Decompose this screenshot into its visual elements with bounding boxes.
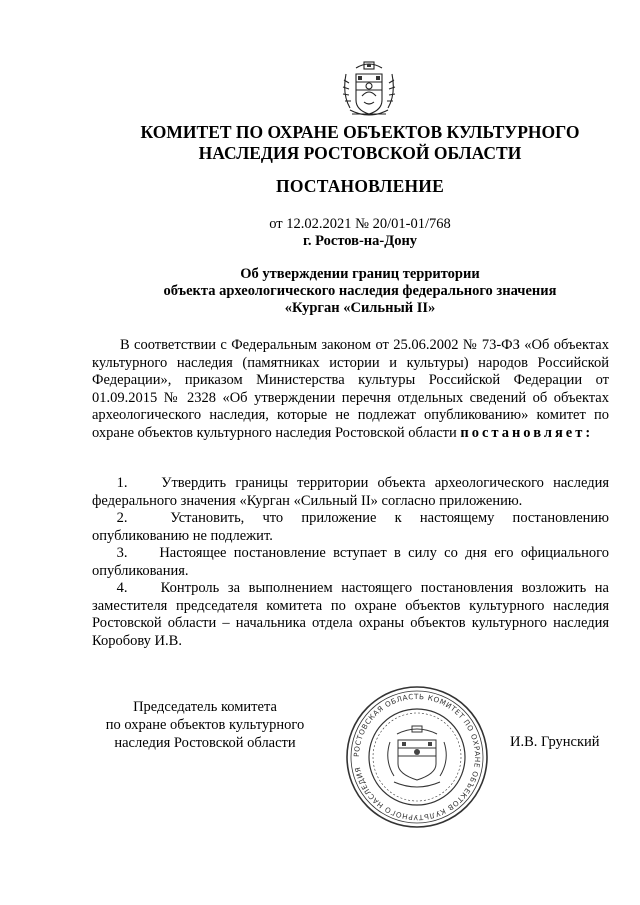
signatory-title-line1: Председатель комитета: [133, 699, 277, 715]
item-text: Контроль за выполнением настоящего постановления возложить на заместителя председателя комитета по охране объектов культурного наследия Ростовской области – начальника отдела охраны объектов культурного наследия Коробову И.В.: [92, 580, 609, 649]
doc-date-number: от 12.02.2021 № 20/01-01/768: [269, 216, 451, 232]
resolution-item: [92, 475, 609, 510]
official-seal-icon: [342, 682, 492, 832]
svg-text:РОСТОВСКАЯ ОБЛАСТЬ КОМИТЕТ ПО: [352, 692, 482, 822]
item-text: Настоящее постановление вступает в силу со дня его официального опубликования.: [92, 545, 609, 579]
signatory-title: [86, 698, 324, 752]
resolution-item: [92, 510, 609, 545]
signatory-name: И.В. Грунский: [510, 734, 600, 750]
item-number: 1.: [116, 475, 128, 491]
item-number: 4.: [116, 580, 128, 596]
signatory-title-line3: наследия Ростовской области: [114, 735, 296, 751]
subject-line3: «Курган «Сильный II»: [284, 300, 436, 316]
org-name-line2: НАСЛЕДИЯ РОСТОВСКОЙ ОБЛАСТИ: [198, 143, 522, 163]
item-text: Установить, что приложение к настоящему постановлению опубликованию не подлежит.: [92, 510, 610, 544]
subject-line1: Об утверждении границ территории: [240, 266, 480, 282]
resolves-word: постановляет:: [460, 424, 594, 441]
item-text: Утвердить границы территории объекта археологического наследия федерального значения «Курган «Сильный II» согласно приложению.: [92, 475, 609, 509]
intro-text: В соответствии с Федеральным законом от 25.06.2002 № 73-ФЗ «Об объектах культурного наследия (памятниках истории и культуры) народов Российской Федерации», приказом Министерства культуры Российской Федерации от 01.09.2015 № 2328 «Об утверждении перечня отдельных сведений об объектах археологического наследия, которые не подлежат опубликованию» комитет по охране объектов культурного наследия Ростовской области: [92, 337, 609, 441]
doc-type-title: ПОСТАНОВЛЕНИЕ: [276, 176, 444, 196]
coat-of-arms-icon: [338, 60, 400, 122]
item-number: 3.: [116, 545, 128, 561]
seal-ring-text: РОСТОВСКАЯ ОБЛАСТЬ КОМИТЕТ ПО ОХРАНЕ ОБЪЕКТОВ КУЛЬТУРНОГО НАСЛЕДИЯ: [351, 691, 483, 823]
org-name-line1: КОМИТЕТ ПО ОХРАНЕ ОБЪЕКТОВ КУЛЬТУРНОГО: [140, 122, 580, 142]
resolution-item: [92, 580, 609, 650]
signatory-title-line2: по охране объектов культурного: [105, 717, 305, 733]
item-number: 2.: [116, 510, 128, 526]
intro-paragraph: [92, 337, 609, 443]
resolution-item: [92, 545, 609, 580]
subject-line2: объекта археологического наследия федерального значения: [163, 283, 557, 299]
doc-city: г. Ростов-на-Дону: [302, 233, 418, 249]
